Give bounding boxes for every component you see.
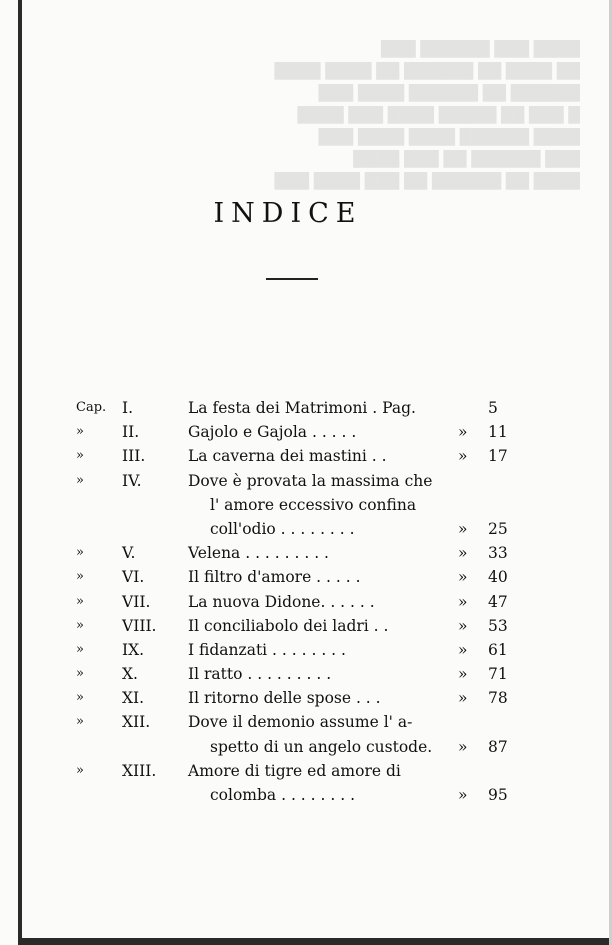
toc-chapter-title: coll'odio . . . . . . . . <box>210 519 355 538</box>
toc-chapter-prefix: » <box>76 545 84 561</box>
page-title: INDICE <box>213 198 363 229</box>
toc-chapter-prefix: » <box>76 762 84 778</box>
toc-ditto-mark: » <box>458 786 468 804</box>
toc-chapter-prefix: » <box>76 641 84 657</box>
toc-page-number: 33 <box>488 544 508 563</box>
toc-chapter-title: Il filtro d'amore . . . . . <box>188 568 361 587</box>
toc-chapter-prefix: » <box>76 424 84 440</box>
table-of-contents <box>76 396 516 807</box>
toc-chapter-title: Il ritorno delle spose . . . <box>188 689 381 708</box>
toc-chapter-title: spetto di un angelo custode. <box>210 737 433 756</box>
toc-chapter-prefix: » <box>76 569 84 585</box>
title-rule <box>266 278 318 280</box>
page-spine-edge <box>18 0 22 945</box>
toc-chapter-title: colomba . . . . . . . . <box>210 786 355 804</box>
toc-chapter-prefix: » <box>76 666 84 682</box>
toc-chapter-number: XII. <box>122 713 151 732</box>
toc-page-number: 87 <box>488 737 508 756</box>
toc-ditto-mark: » <box>458 640 468 659</box>
toc-chapter-number: XIII. <box>122 761 157 780</box>
toc-page-number: 78 <box>488 689 508 708</box>
toc-chapter-number: VI. <box>122 568 145 587</box>
toc-row <box>76 541 516 565</box>
toc-chapter-title: Il ratto . . . . . . . . . <box>188 665 332 684</box>
toc-ditto-mark: » <box>458 423 468 442</box>
toc-chapter-title: Gajolo e Gajola . . . . . <box>188 423 357 442</box>
toc-chapter-title: Amore di tigre ed amore di <box>188 761 401 780</box>
toc-row <box>76 517 516 541</box>
toc-ditto-mark: » <box>458 592 468 611</box>
toc-row <box>76 590 516 614</box>
toc-row <box>76 444 516 468</box>
toc-row <box>76 783 516 807</box>
toc-page-number: 61 <box>488 640 508 659</box>
toc-chapter-title: La nuova Didone. . . . . . <box>188 592 375 611</box>
toc-page-number: 25 <box>488 519 508 538</box>
toc-row <box>76 710 516 734</box>
toc-chapter-prefix: » <box>76 690 84 706</box>
toc-row <box>76 686 516 710</box>
toc-chapter-prefix: » <box>76 448 84 464</box>
toc-ditto-mark: » <box>458 665 468 684</box>
toc-ditto-mark: » <box>458 519 468 538</box>
toc-row <box>76 565 516 589</box>
toc-row <box>76 662 516 686</box>
toc-ditto-mark: » <box>458 737 468 756</box>
page-bottom-edge <box>18 938 612 945</box>
toc-chapter-number: III. <box>122 447 146 466</box>
toc-page-number: 53 <box>488 616 508 635</box>
toc-row <box>76 420 516 444</box>
toc-chapter-prefix: » <box>76 617 84 633</box>
toc-page-number: 95 <box>488 786 508 804</box>
toc-chapter-number: VII. <box>122 592 151 611</box>
toc-page-number: 5 <box>488 399 498 417</box>
toc-row <box>76 638 516 662</box>
toc-chapter-title: l' amore eccessivo confina <box>210 495 417 514</box>
toc-row <box>76 493 516 517</box>
toc-chapter-title: Velena . . . . . . . . . <box>188 544 329 563</box>
toc-ditto-mark: » <box>458 689 468 708</box>
toc-chapter-title: I fidanzati . . . . . . . . <box>188 640 346 659</box>
toc-chapter-title: Dove il demonio assume l' a- <box>188 713 413 732</box>
toc-ditto-mark: » <box>458 616 468 635</box>
toc-chapter-prefix: » <box>76 472 84 488</box>
toc-chapter-title: La festa dei Matrimoni . Pag. <box>188 399 416 417</box>
toc-row <box>76 469 516 493</box>
toc-chapter-title: Dove è provata la massima che <box>188 471 433 490</box>
toc-ditto-mark: » <box>458 544 468 563</box>
toc-page-number: 71 <box>488 665 508 684</box>
toc-page-number: 40 <box>488 568 508 587</box>
toc-ditto-mark: » <box>458 568 468 587</box>
toc-chapter-prefix: » <box>76 714 84 730</box>
toc-row <box>76 735 516 759</box>
toc-row <box>76 614 516 638</box>
toc-chapter-prefix: Cap. <box>76 400 107 415</box>
toc-chapter-prefix: » <box>76 593 84 609</box>
toc-ditto-mark: » <box>458 447 468 466</box>
toc-page-number: 11 <box>488 423 508 442</box>
toc-chapter-number: X. <box>122 665 138 684</box>
toc-chapter-number: VIII. <box>122 616 157 635</box>
toc-chapter-number: IV. <box>122 471 142 490</box>
toc-page-number: 17 <box>488 447 508 466</box>
toc-chapter-number: IX. <box>122 640 145 659</box>
toc-row <box>76 396 516 420</box>
toc-chapter-title: Il conciliabolo dei ladri . . <box>188 616 389 635</box>
toc-chapter-number: XI. <box>122 689 145 708</box>
toc-chapter-title: La caverna dei mastini . . <box>188 447 387 466</box>
toc-page-number: 47 <box>488 592 508 611</box>
toc-chapter-number: V. <box>122 544 136 563</box>
bleed-through-texture: ████ ███ ██████ ███ ██ ████ ██ ██████ ██ ████ ████ ██████ ██ ██████ ████ ███ █ ███ ██ █████ ████ ███ ████ ████ ██████ ████ ████ ███ ███ ██████ ██ ███ ████ ████ ██ ██████ ██ ███ ████ ███ <box>274 40 580 190</box>
toc-chapter-number: I. <box>122 399 134 417</box>
toc-row <box>76 759 516 783</box>
toc-chapter-number: II. <box>122 423 140 442</box>
